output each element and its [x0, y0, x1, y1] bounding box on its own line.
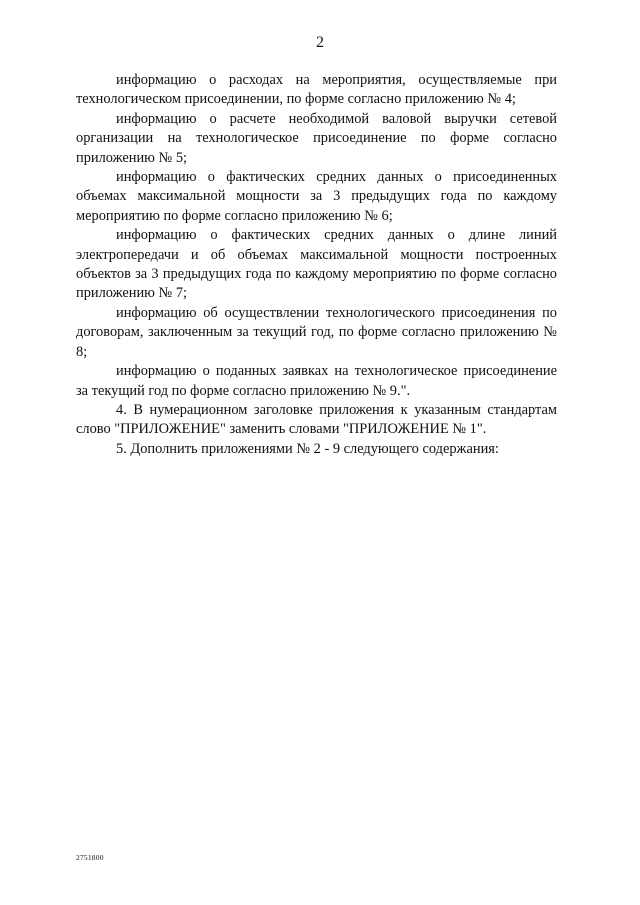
- paragraph-expenses-appendix-4: информацию о расходах на мероприятия, осуществляемые при технологическом присоединении, по форме согласно приложению № 4;: [76, 72, 557, 108]
- paragraph-capacity-appendix-6: информацию о фактических средних данных о присоединенных объемах максимальной мощности за 3 предыдущих года по каждому мероприятию по форме согласно приложению № 6;: [76, 169, 557, 224]
- paragraph-contracts-appendix-8: информацию об осуществлении технологического присоединения по договорам, заключенным за текущий год, по форме согласно приложению № 8;: [76, 304, 557, 360]
- document-body: [76, 71, 557, 459]
- document-code: 2751800: [76, 853, 104, 862]
- page-number: 2: [316, 34, 324, 51]
- paragraph-power-lines-appendix-7: информацию о фактических средних данных о длине линий электропередачи и об объемах максимальной мощности построенных объектов за 3 предыдущих года по каждому мероприятию по форме согласно приложению № 7;: [76, 227, 557, 302]
- paragraph-item-4: 4. В нумерационном заголовке приложения к указанным стандартам слово "ПРИЛОЖЕНИЕ" заменить словами "ПРИЛОЖЕНИЕ № 1".: [76, 401, 557, 438]
- paragraph-revenue-appendix-5: информацию о расчете необходимой валовой выручки сетевой организации на технологическое присоединение по форме согласно приложению № 5;: [76, 110, 557, 166]
- paragraph-item-5: 5. Дополнить приложениями № 2 - 9 следующего содержания:: [116, 440, 499, 457]
- paragraph-applications-appendix-9: информацию о поданных заявках на технологическое присоединение за текущий год по форме согласно приложению № 9.".: [76, 363, 557, 399]
